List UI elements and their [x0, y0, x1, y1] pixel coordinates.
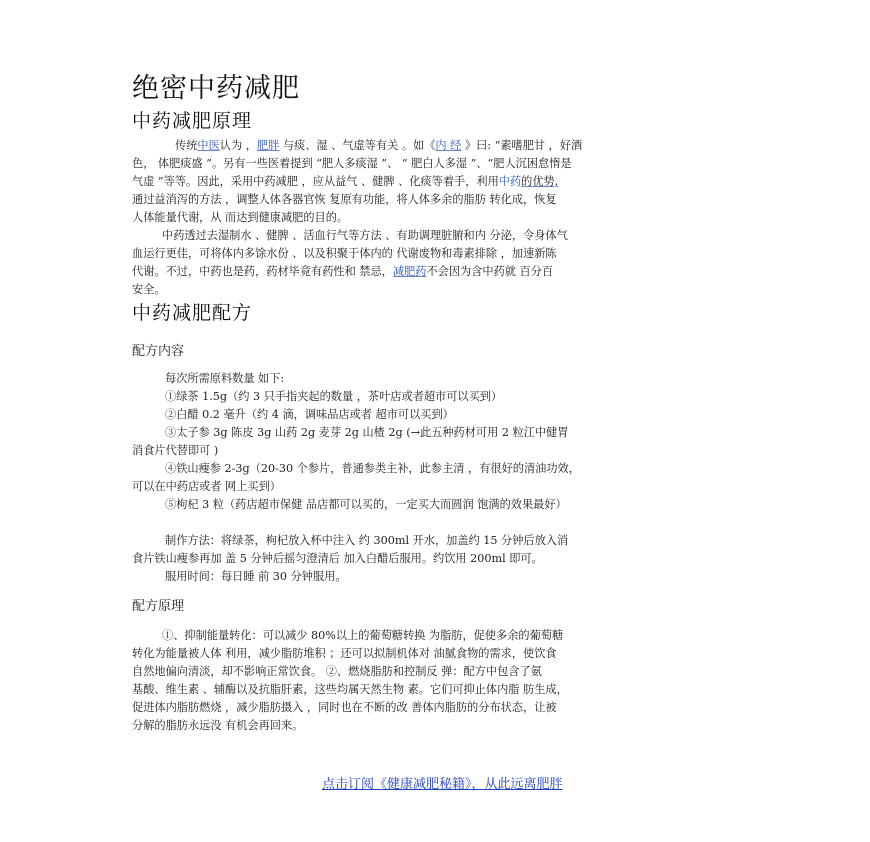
subheading-formula-principle: 配方原理	[132, 599, 185, 614]
text: 不会因为含中药就 百分百	[426, 265, 554, 278]
text: 》曰: “素嗜肥甘 ，好酒	[461, 139, 583, 152]
link-tcm[interactable]: 中医	[197, 139, 220, 152]
list-item: ②白醋 0.2 毫升（约 4 滴，调味品店或者 超市可以买到）	[165, 408, 454, 421]
paragraph-line: 转化为能量被人体 利用，减少脂肪堆积 ；还可以拟制机体对 油腻食物的需求，使饮食	[132, 647, 557, 660]
list-item: 可以在中药店或者 网上买到）	[132, 480, 281, 493]
paragraph-line: 血运行更佳，可将体内多馀水份 、以及积聚于体内的 代谢废物和毒素排除 ，加速新陈	[132, 247, 557, 260]
paragraph-line: 促进体内脂肪燃烧 ，减少脂肪摄入 ，同时也在不断的改 善体内脂肪的分布状态，让被	[132, 701, 557, 714]
text: 与痰、湿 、气虚等有关 。如《	[279, 139, 436, 152]
text: 气虚 ”等等。因此，采用中药减肥 ，应从益气 、健脾 、化痰等着手，利用	[132, 175, 499, 188]
link-herbal[interactable]: 中药	[498, 175, 522, 188]
list-item: ①绿茶 1.5g（约 3 只手指夹起的数量 ，茶叶店或者超市可以买到）	[165, 390, 503, 403]
link-neijing[interactable]: 内 经	[435, 139, 462, 152]
document-title: 绝密中药减肥	[132, 73, 300, 104]
paragraph-line: 服用时间：每日睡 前 30 分钟服用。	[165, 570, 347, 583]
section-heading-formula: 中药减肥配方	[132, 302, 253, 324]
paragraph-line	[132, 263, 553, 281]
list-item: ③太子参 3g 陈皮 3g 山药 2g 麦芽 2g 山楂 2g (→此五种药材可用 2 粒江中健胃	[165, 426, 569, 439]
text: 认为 ，	[219, 139, 257, 152]
list-item: ⑤枸杞 3 粒（药店超市保健 品店都可以买的，一定买大而圆润 饱满的效果最好）	[165, 498, 567, 511]
text: 代谢。不过，中药也是药，药材毕竟有药性和 禁忌，	[132, 265, 393, 278]
paragraph-line: 每次所需原料数量 如下:	[165, 372, 285, 385]
paragraph-line: 人体能量代谢，从 而达到健康减肥的目的。	[132, 211, 349, 224]
text: 传统	[175, 139, 198, 152]
list-item: ④铁山瘦参 2-3g（20-30 个参片，普通参类主补，此参主清 ，有很好的清油功效，	[165, 462, 580, 475]
text: 的优势,	[521, 175, 559, 188]
paragraph-line: ①、抑制能量转化：可以减少 80%以上的葡萄糖转换 为脂肪，促使多余的葡萄糖	[162, 629, 564, 642]
paragraph-line: 中药透过去湿制水 、健脾 、活血行气等方法 、有助调理脏腑和内 分泌，令身体气	[162, 229, 568, 242]
link-diet-pill[interactable]: 减肥药	[392, 265, 427, 278]
paragraph-line: 分解的脂肪永远没 有机会再回来。	[132, 719, 304, 732]
subheading-formula-content: 配方内容	[132, 344, 185, 359]
paragraph-line: 色， 体肥痰盛 ”。另有一些医着提到 “肥人多痰湿 ”、 “ 肥白人多湿 ”、“肥人沉困怠惰是	[132, 157, 572, 170]
section-heading-principle: 中药减肥原理	[132, 110, 253, 132]
subscribe-link[interactable]: 点击订阅《健康减肥秘籍》，从此远离肥胖	[322, 777, 563, 792]
paragraph-line: 基酸、维生素 、辅酶以及抗脂肝素，这些均属天然生物 素。它们可抑止体内脂 肪生成，	[132, 683, 568, 696]
paragraph-line: 自然地偏向清淡，却不影响正常饮食。 ②、燃烧脂肪和控制反 弹：配方中包含了氨	[132, 665, 542, 678]
paragraph-line: 安全。	[132, 283, 166, 296]
paragraph-line: 制作方法：将绿茶，枸杞放入杯中注入 约 300ml 开水，加盖约 15 分钟后放入消	[165, 534, 569, 547]
paragraph-line: 通过益消泻的方法 ，调整人体各器官恢 复原有功能，将人体多余的脂肪 转化成，恢复	[132, 193, 557, 206]
list-item: 消食片代替即可 )	[132, 444, 219, 457]
paragraph-line: 食片铁山瘦参再加 盖 5 分钟后摇匀澄清后 加入白醋后服用。约饮用 200ml 即可。	[132, 552, 543, 565]
link-obesity[interactable]: 肥胖	[256, 139, 280, 152]
paragraph-line	[175, 137, 582, 155]
paragraph-line	[132, 173, 558, 191]
